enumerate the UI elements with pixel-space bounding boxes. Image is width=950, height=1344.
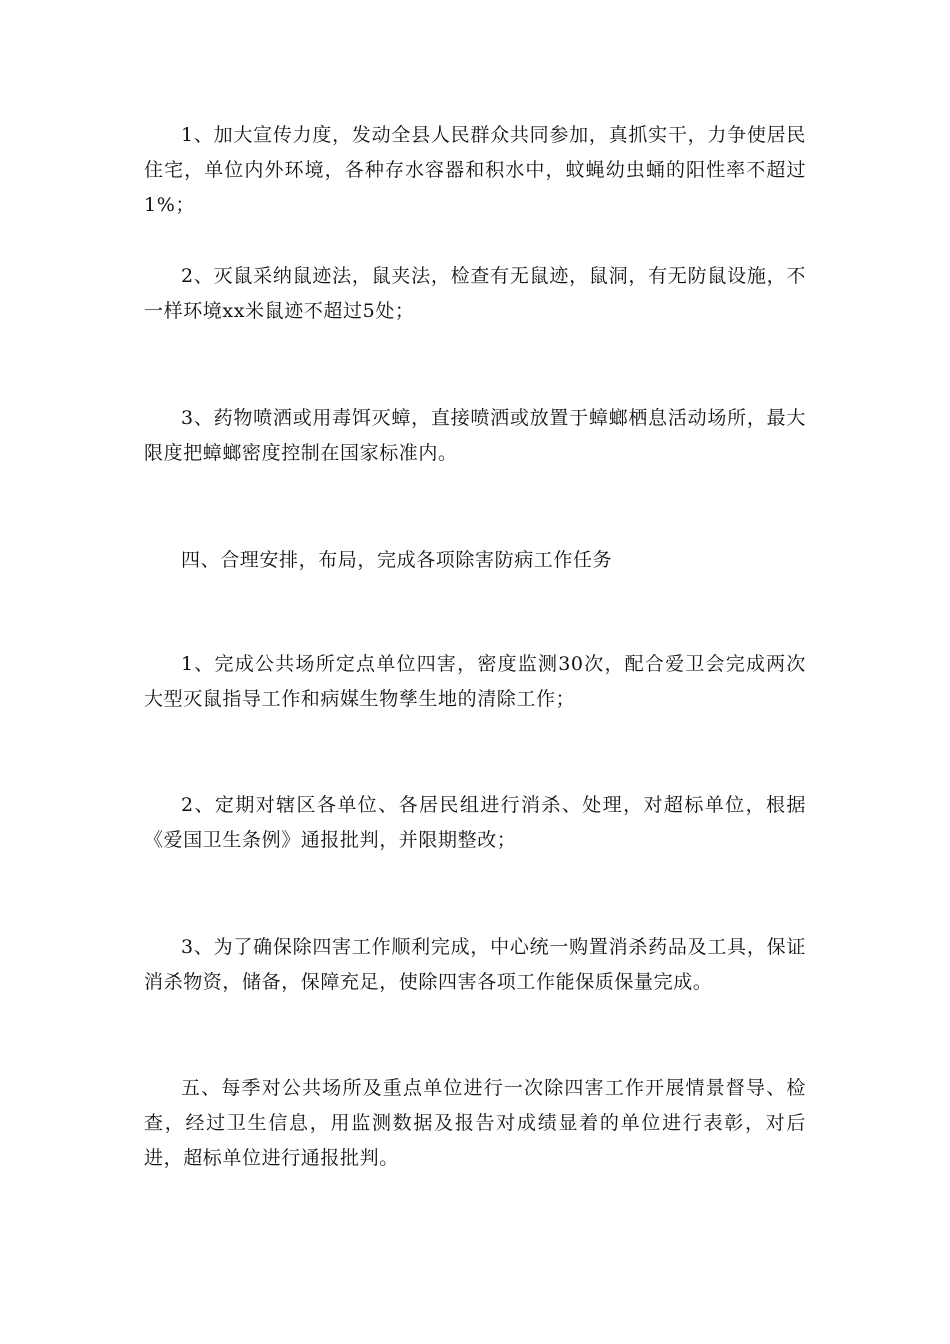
section-heading-four: 四、合理安排，布局，完成各项除害防病工作任务 <box>181 549 613 571</box>
paragraph-cockroach-control: 3、药物喷洒或用毒饵灭蟑，直接喷洒或放置于蟑螂栖息活动场所，最大限度把蟑螂密度控制在国家标准内。 <box>144 407 806 464</box>
paragraph-rodent-control: 2、灭鼠采纳鼠迹法，鼠夹法，检查有无鼠迹，鼠洞，有无防鼠设施，不一样环境xx米鼠迹不超过5处； <box>144 265 806 322</box>
paragraph-disinfection: 2、定期对辖区各单位、各居民组进行消杀、处理，对超标单位，根据《爱国卫生条例》通报批判，并限期整改； <box>144 794 806 851</box>
section-paragraph-five: 五、每季对公共场所及重点单位进行一次除四害工作开展情景督导、检查，经过卫生信息，用监测数据及报告对成绩显着的单位进行表彰，对后进，超标单位进行通报批判。 <box>144 1077 806 1169</box>
paragraph-supplies: 3、为了确保除四害工作顺利完成，中心统一购置消杀药品及工具，保证消杀物资，储备，保障充足，使除四害各项工作能保质保量完成。 <box>144 936 806 993</box>
paragraph-mosquito-control: 1、加大宣传力度，发动全县人民群众共同参加，真抓实干，力争使居民住宅，单位内外环境，各种存水容器和积水中，蚊蝇幼虫蛹的阳性率不超过1%； <box>144 124 806 216</box>
paragraph-density-monitoring: 1、完成公共场所定点单位四害，密度监测30次，配合爱卫会完成两次大型灭鼠指导工作和病媒生物孳生地的清除工作； <box>144 653 806 710</box>
